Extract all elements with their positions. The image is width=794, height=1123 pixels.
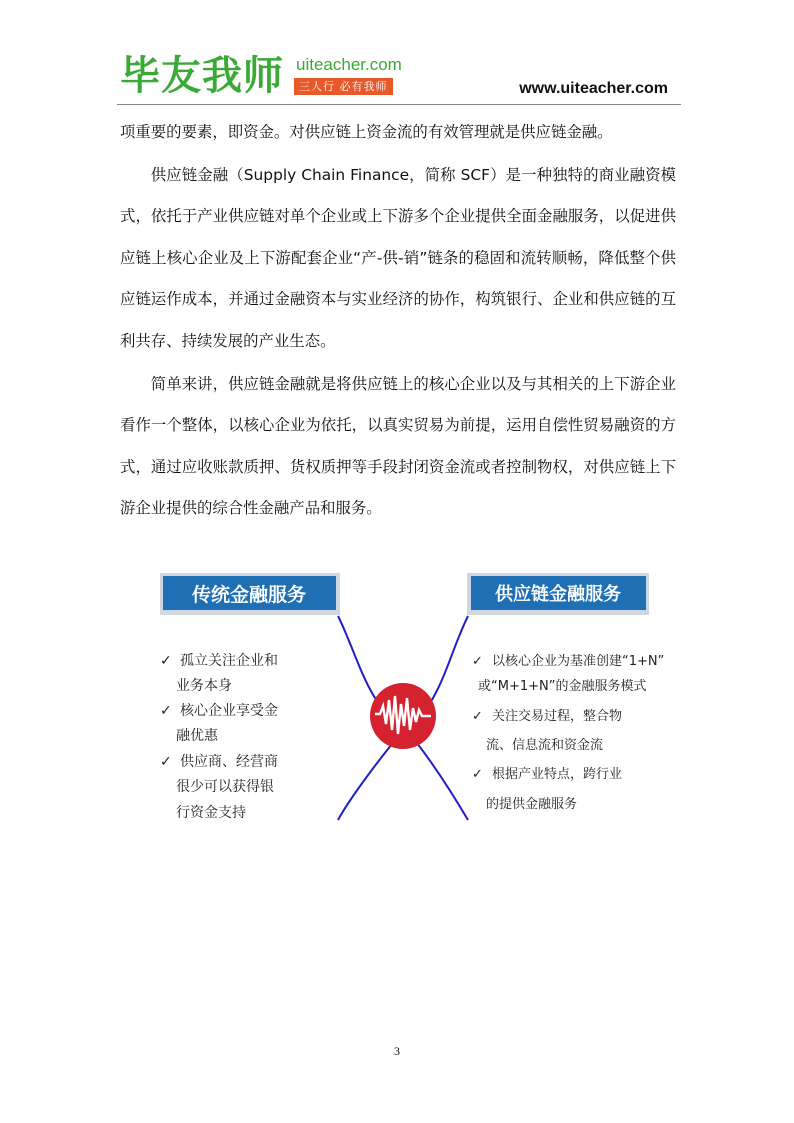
right-item-line: 流、信息流和资金流 bbox=[486, 738, 604, 753]
right-title: 供应链金融服务 bbox=[495, 584, 621, 605]
check-icon: ✓ bbox=[160, 754, 172, 770]
logo-slogan: 三人行 必有我师 bbox=[294, 78, 393, 95]
left-title: 传统金融服务 bbox=[191, 584, 307, 606]
check-icon: ✓ bbox=[160, 653, 172, 669]
page-number: 3 bbox=[394, 1044, 400, 1058]
check-icon: ✓ bbox=[472, 654, 483, 669]
logo-main: 毕友我师 bbox=[120, 53, 284, 99]
right-item-line: 或“M+1+N”的金融服务模式 bbox=[478, 679, 647, 694]
check-icon: ✓ bbox=[472, 767, 483, 782]
left-item-line: 供应商、经营商 bbox=[180, 754, 278, 770]
header-rule bbox=[117, 104, 681, 105]
body-text bbox=[120, 112, 676, 530]
left-item-line: 业务本身 bbox=[176, 678, 232, 694]
comparison-diagram bbox=[140, 568, 700, 833]
paragraph: 项重要的要素，即资金。对供应链上资金流的有效管理就是供应链金融。 bbox=[120, 123, 613, 141]
left-item-line: 很少可以获得银 bbox=[176, 779, 274, 795]
site-url: www.uiteacher.com bbox=[519, 80, 668, 97]
left-item-line: 核心企业享受金 bbox=[180, 703, 278, 719]
left-item-line: 孤立关注企业和 bbox=[180, 653, 278, 669]
right-item-line: 根据产业特点，跨行业 bbox=[492, 767, 623, 782]
left-item-line: 行资金支持 bbox=[176, 805, 246, 821]
check-icon: ✓ bbox=[160, 703, 172, 719]
right-item-line: 关注交易过程，整合物 bbox=[492, 709, 623, 724]
paragraph: 供应链金融（Supply Chain Finance，简称 SCF）是一种独特的商业融资模式，依托于产业供应链对单个企业或上下游多个企业提供全面金融服务，以促进供应链上核心企业及上下游配套企业“产-供-销”链条的稳固和流转顺畅，降低整个供应链运作成本，并通过金融资本与实业经济的协作，构筑银行、企业和供应链的互利共存、持续发展的产业生态。 bbox=[120, 165, 676, 350]
left-item-line: 融优惠 bbox=[176, 728, 218, 744]
paragraph: 简单来讲，供应链金融就是将供应链上的核心企业以及与其相关的上下游企业看作一个整体，以核心企业为依托，以真实贸易为前提，运用自偿性贸易融资的方式，通过应收账款质押、货权质押等手段封闭资金流或者控制物权，对供应链上下游企业提供的综合性金融产品和服务。 bbox=[120, 374, 676, 518]
right-item-line: 以核心企业为基准创建“1+N” bbox=[492, 654, 665, 669]
check-icon: ✓ bbox=[472, 709, 483, 724]
right-item-line: 的提供金融服务 bbox=[486, 797, 578, 812]
logo-url: uiteacher.com bbox=[296, 55, 402, 74]
